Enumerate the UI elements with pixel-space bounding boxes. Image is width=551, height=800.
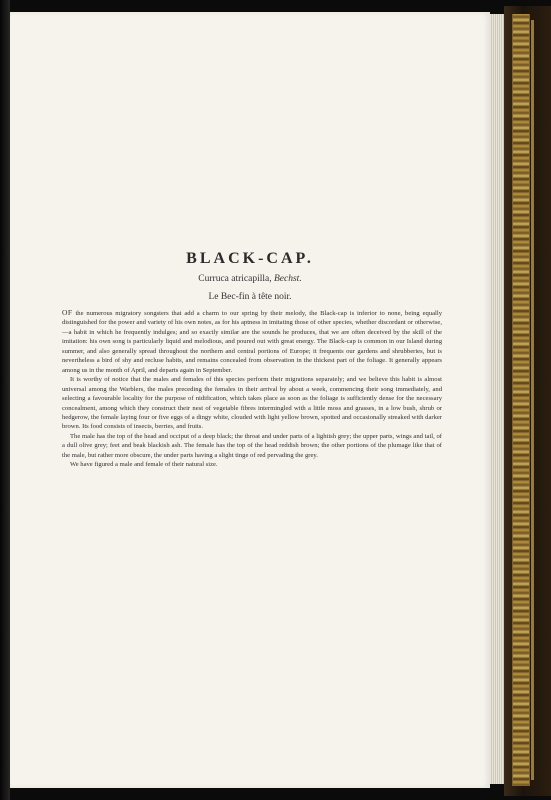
paragraph-lead: OF — [62, 308, 73, 317]
page-title: BLACK-CAP. — [186, 250, 314, 267]
paragraph-1 — [62, 308, 442, 375]
body-text — [62, 308, 442, 470]
gilt-edge-line — [531, 20, 534, 780]
book-binding-left — [0, 0, 10, 800]
scientific-name-text: Curruca atricapilla, — [198, 274, 272, 284]
paragraph-text: the numerous migratory songsters that add a charm to our spring by their melody, the Black-cap is inferior to none, being equally distinguished for the power and variety of his own notes, as for his aptness in imitating those of other species, whether discordant or otherwise,—a habit in which he frequently indulges; and so exactly similar are the sounds he produces, that we are often deceived by the skill of the imitation: his own song is particularly liquid and melodious, and poured out with great energy. The Black-cap is common in our Island during summer, and also generally spread throughout the northern and central portions of Europe; it frequents our gardens and shrubberies, but is nevertheless a bird of shy and recluse habits, and remains concealed from observation in the thickest part of the foliage. It generally appears among us in the month of April, and departs again in September. — [62, 310, 442, 374]
paragraph-2: It is worthy of notice that the males and females of this species perform their migrations separately; and we believe this habit is almost universal among the Warblers, the males preceding the females in their arrival by about a week, commencing their song immediately, and selecting a favourable locality for the purpose of nidification, which takes place as soon as the foliage is sufficiently dense for the necessary concealment, among which they construct their nest of vegetable fibres intermingled with a little moss and grasses, in a low bush, shrub or hedgerow, the female laying four or five eggs of a dingy white, clouded with light yellow brown, spotted and occasionally streaked with darker brown. Its food consists of insects, berries, and fruits. — [62, 376, 442, 431]
scientific-name — [10, 274, 490, 284]
book-page — [10, 12, 490, 788]
authority-text: Bechst. — [274, 274, 302, 284]
gilt-decorative-border — [512, 14, 530, 786]
paragraph-4: We have figured a male and female of their natural size. — [70, 461, 218, 469]
paragraph-3: The male has the top of the head and occiput of a deep black; the throat and under parts of a lightish grey; the upper parts, wings and tail, of a dull olive grey; feet and beak blackish ash. The female has the top of the head reddish brown; the other portions of the plumage like that of the male, but rather more obscure, the under parts having a slight tinge of red pervading the grey. — [62, 432, 442, 459]
french-name: Le Bec-fin à tête noir. — [208, 292, 292, 302]
